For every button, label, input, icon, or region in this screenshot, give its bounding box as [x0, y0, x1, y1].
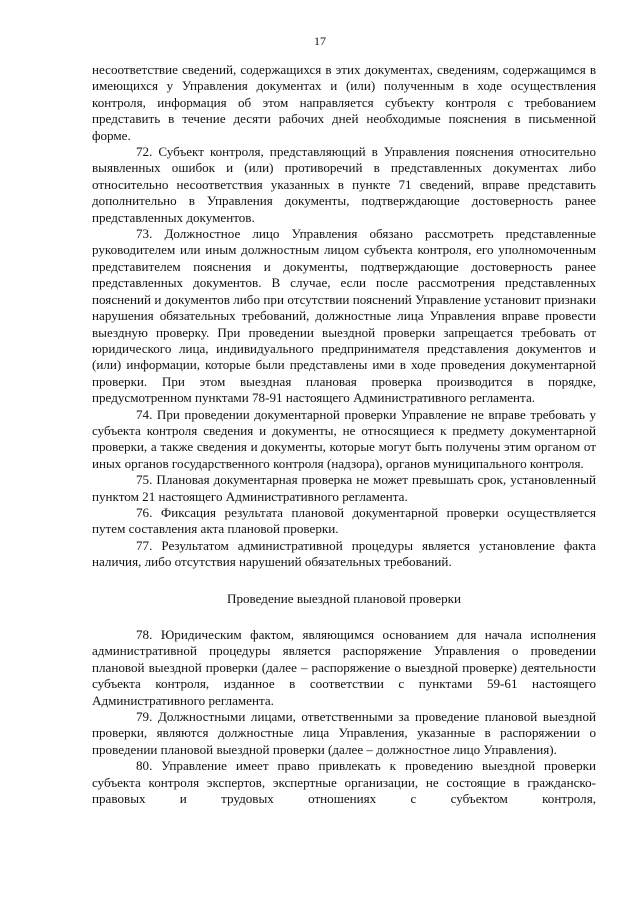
paragraph-78: 78. Юридическим фактом, являющимся основанием для начала исполнения административной процедуры является распоряжение Управления о проведении плановой выездной проверки (далее – распоряжение о выездной проверке) деятельности субъекта контроля, изданное в соответствии с пунктами 59-61 настоящего Административного регламента.: [92, 627, 596, 708]
paragraph-76: 76. Фиксация результата плановой документарной проверки осуществляется путем составления акта плановой проверки.: [92, 504, 596, 537]
paragraph-80: 80. Управление имеет право привлекать к проведению выездной проверки субъекта контроля экспертов, экспертные организации, не состоящие в гражданско-правовых и трудовых отношениях с субъектом контроля,: [92, 758, 596, 807]
paragraph-continuation: несоответствие сведений, содержащихся в этих документах, сведениям, содержащимся в имеющихся у Управления документах и (или) полученным в ходе осуществления контроля, информация об этом направляется субъекту контроля с требованием представить в течение десяти рабочих дней необходимые пояснения в письменной форме.: [92, 62, 596, 143]
section-heading: Проведение выездной плановой проверки: [226, 590, 461, 606]
paragraph-73: 73. Должностное лицо Управления обязано рассмотреть представленные руководителем или иным должностным лицом субъекта контроля, его уполномоченным представителем пояснения и документы, подтверждающие достоверность ранее представленных документов. В случае, если после рассмотрения представленных пояснений и документов либо при отсутствии пояснений Управление установит признаки нарушения обязательных требований, должностные лица Управления вправе провести выездную проверку. При проведении выездной проверки запрещается требовать от юридического лица, индивидуального предпринимателя представления документов и (или) информации, которые были представлены ими в ходе проведения документарной проверки. При этом выездная плановая проверка производится в порядке, предусмотренном пунктами 78-91 настоящего Административного регламента.: [92, 226, 596, 406]
document-body: [92, 62, 596, 807]
paragraph-75: 75. Плановая документарная проверка не может превышать срок, установленный пунктом 21 настоящего Административного регламента.: [92, 472, 596, 504]
paragraph-77: 77. Результатом административной процедуры является установление факта наличия, либо отсутствия нарушений обязательных требований.: [92, 537, 596, 570]
paragraph-79: 79. Должностными лицами, ответственными за проведение плановой выездной проверки, являются должностные лица Управления, указанные в распоряжении о проведении плановой выездной проверки (далее – должностное лицо Управления).: [92, 709, 596, 757]
paragraph-74: 74. При проведении документарной проверки Управление не вправе требовать у субъекта контроля сведения и документы, не относящиеся к предмету документарной проверки, а также сведения и документы, которые могут быть получены этим органом от иных органов государственного контроля (надзора), органов муниципального контроля.: [92, 406, 596, 471]
page-number: 17: [314, 34, 326, 48]
paragraph-72: 72. Субъект контроля, представляющий в Управления пояснения относительно выявленных ошибок и (или) противоречий в представленных документах либо относительно несоответствия указанных в пункте 71 сведений, вправе представить дополнительно в Управления документы, подтверждающие достоверность ранее представленных документов.: [92, 144, 596, 225]
